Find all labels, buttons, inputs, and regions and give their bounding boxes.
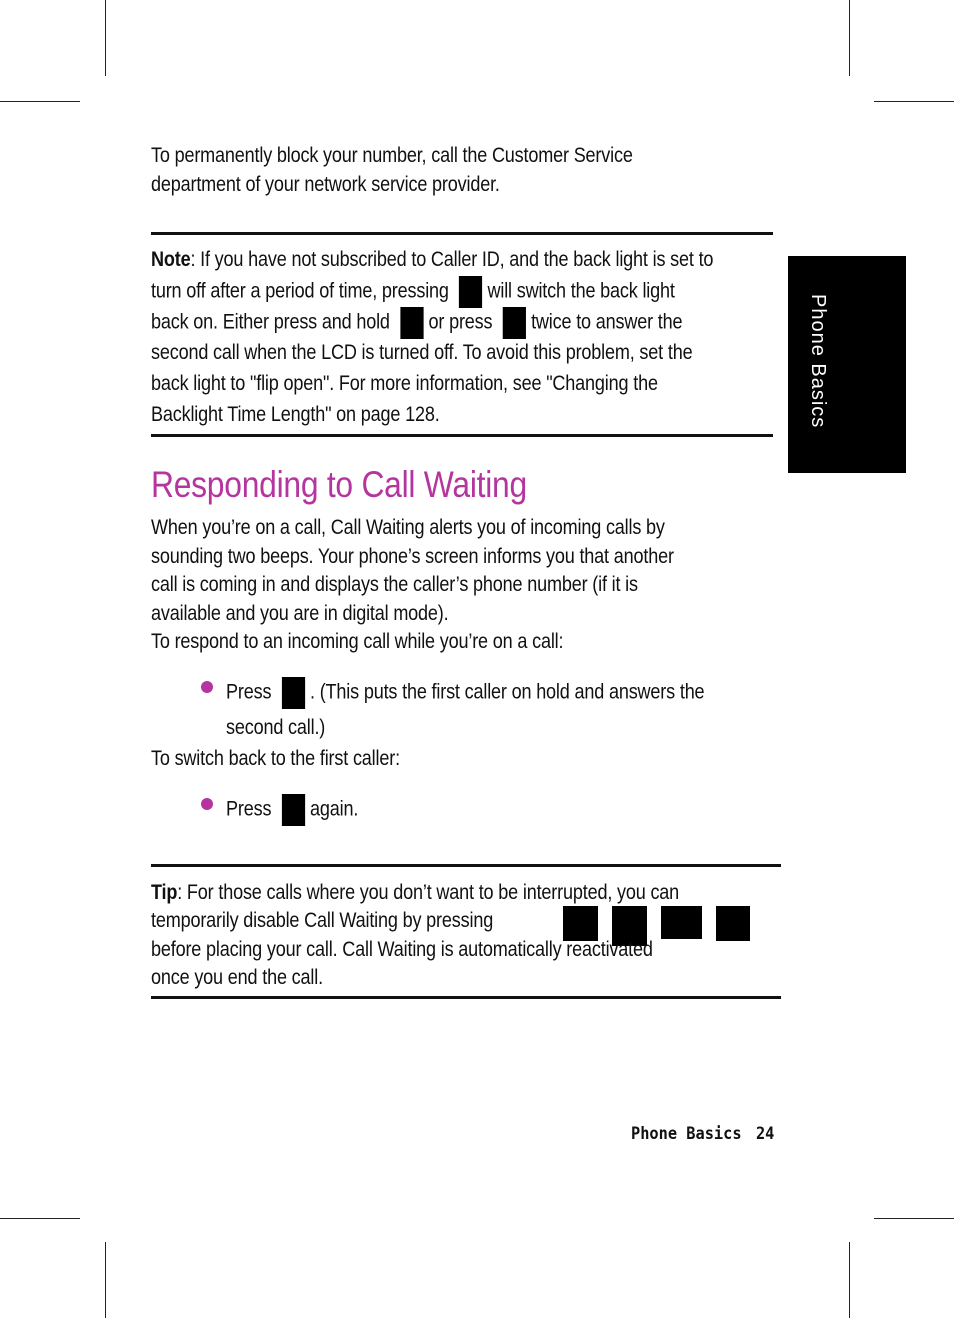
key-icon: [459, 276, 482, 308]
bullet-line: second call.): [226, 716, 326, 739]
body-line: available and you are in digital mode).: [151, 602, 449, 625]
note-line: turn off after a period of time, pressing will switch the back light: [151, 276, 675, 308]
note-top-rule: [151, 232, 773, 235]
crop-mark: [105, 0, 106, 76]
key-icon: [716, 906, 750, 941]
footer-section: Phone Basics: [631, 1124, 742, 1144]
crop-mark: [105, 1242, 106, 1318]
body-line: call is coming in and displays the caller’s phone number (if it is: [151, 573, 638, 596]
tip-top-rule: [151, 864, 781, 867]
note-line: back light to "flip open". For more information, see "Changing the: [151, 372, 658, 395]
bullet-dot: [201, 798, 213, 810]
tip-line: before placing your call. Call Waiting is automatically reactivated: [151, 938, 653, 961]
bullet-dot: [201, 681, 213, 693]
body-line: To respond to an incoming call while you’re on a call:: [151, 630, 564, 653]
intro-line: department of your network service provider.: [151, 173, 500, 196]
body-line: When you’re on a call, Call Waiting alerts you of incoming calls by: [151, 516, 665, 539]
page-footer: [631, 1124, 774, 1144]
note-line: Note: If you have not subscribed to Caller ID, and the back light is set to: [151, 248, 714, 271]
tip-line: temporarily disable Call Waiting by pressing: [151, 909, 494, 932]
key-icon: [282, 794, 305, 826]
section-heading: Responding to Call Waiting: [151, 464, 527, 505]
tip-label: Tip: [151, 881, 178, 904]
bullet-line: Press . (This puts the first caller on hold and answers the: [226, 677, 704, 709]
crop-mark: [874, 101, 954, 102]
note-bottom-rule: [151, 434, 773, 437]
page-number: 24: [755, 1124, 775, 1144]
note-label: Note: [151, 248, 191, 271]
note-line: second call when the LCD is turned off. To avoid this problem, set the: [151, 341, 693, 364]
key-icon: [503, 307, 526, 339]
crop-mark: [849, 1242, 850, 1318]
tip-line: Tip: For those calls where you don’t want to be interrupted, you can: [151, 881, 680, 904]
side-tab: [788, 256, 906, 473]
note-line: back on. Either press and hold or press twice to answer the: [151, 307, 682, 339]
key-icon: [282, 677, 305, 709]
crop-mark: [874, 1218, 954, 1219]
bullet-line: Press again.: [226, 794, 358, 826]
crop-mark: [0, 101, 80, 102]
tip-bottom-rule: [151, 996, 781, 999]
body-line: To switch back to the first caller:: [151, 747, 400, 770]
note-line: Backlight Time Length" on page 128.: [151, 403, 440, 426]
tip-line: once you end the call.: [151, 966, 323, 989]
side-tab-label: Phone Basics: [807, 294, 829, 429]
crop-mark: [0, 1218, 80, 1219]
intro-line: To permanently block your number, call the Customer Service: [151, 144, 633, 167]
key-icon: [661, 906, 702, 939]
crop-mark: [849, 0, 850, 76]
body-line: sounding two beeps. Your phone’s screen informs you that another: [151, 545, 674, 568]
key-icon: [400, 307, 423, 339]
